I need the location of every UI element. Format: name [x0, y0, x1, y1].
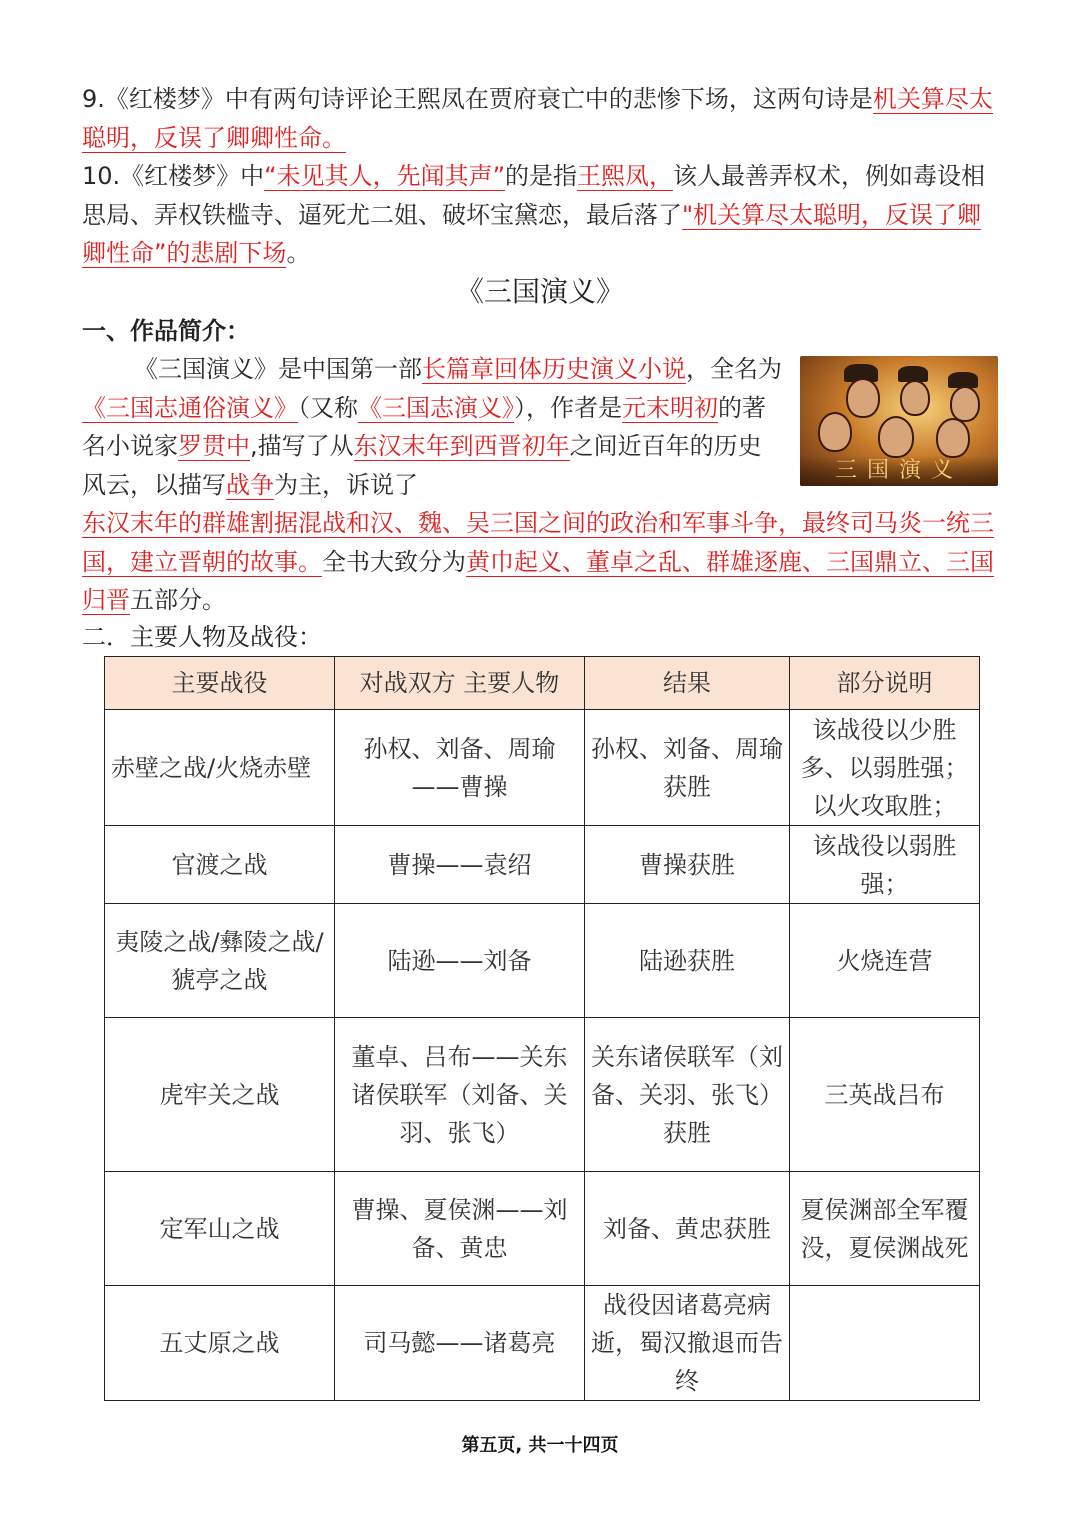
intro-period: 东汉末年到西晋初年 [353, 432, 570, 460]
question-10 [82, 157, 1000, 273]
cell-result: 战役因诸葛亮病逝，蜀汉撤退而告终 [585, 1286, 790, 1401]
cell-sides: 董卓、吕布——关东诸侯联军（刘备、关羽、张飞） [335, 1018, 585, 1172]
intro-genre: 长篇章回体历史演义小说 [422, 355, 686, 383]
table-row [105, 1018, 980, 1172]
table-row [105, 904, 980, 1018]
cell-sides: 曹操——袁绍 [335, 826, 585, 904]
intro-fullname: 《三国志通俗演义》 [82, 393, 298, 422]
intro-parts: 黄巾起义、董卓之乱、群雄逐鹿、三国鼎立、三国归晋 [82, 547, 994, 614]
book-title: 《三国演义》 [455, 275, 624, 308]
intro-era: 元末明初 [622, 393, 718, 422]
cell-notes: 火烧连营 [790, 904, 980, 1018]
intro-text-3: （又称 [298, 393, 358, 422]
intro-paragraph [82, 350, 782, 504]
intro-text-10: 五部分。 [130, 586, 226, 614]
cell-result: 关东诸侯联军（刘备、关羽、张飞）获胜 [585, 1018, 790, 1172]
cell-battle: 五丈原之战 [105, 1286, 335, 1401]
header-sides: 对战双方 主要人物 [335, 657, 585, 710]
intro-text-7: 之间近百年的历史风云，以描写 [82, 432, 762, 499]
header-notes: 部分说明 [790, 657, 980, 710]
cell-result: 刘备、黄忠获胜 [585, 1172, 790, 1286]
cell-sides: 孙权、刘备、周瑜——曹操 [335, 710, 585, 826]
three-kingdoms-poster-image [800, 356, 998, 486]
question-9 [82, 80, 1000, 157]
cell-notes: 该战役以少胜多、以弱胜强；以火攻取胜； [790, 710, 980, 826]
cell-notes: 夏侯渊部全军覆没，夏侯渊战死 [790, 1172, 980, 1286]
intro-text-2: ，全名为 [686, 355, 782, 383]
q10-end: 。 [286, 239, 311, 267]
cell-battle: 虎牢关之战 [105, 1018, 335, 1172]
cell-notes: 三英战吕布 [790, 1018, 980, 1172]
cell-notes [790, 1286, 980, 1401]
table-row [105, 826, 980, 904]
cell-result: 陆逊获胜 [585, 904, 790, 1018]
cell-battle: 赤壁之战/火烧赤壁 [105, 710, 335, 826]
cell-result: 曹操获胜 [585, 826, 790, 904]
intro-paragraph-cont [82, 504, 1002, 620]
intro-text-1: 《三国演义》是中国第一部 [134, 355, 422, 383]
q10-quote: “未见其人，先闻其声” [264, 162, 506, 190]
header-result: 结果 [585, 657, 790, 710]
battles-table [104, 656, 980, 1401]
cell-battle: 官渡之战 [105, 826, 335, 904]
intro-author: 罗贯中 [178, 432, 250, 460]
table-row [105, 710, 980, 826]
intro-text-4: ），作者是 [514, 393, 622, 422]
header-battle: 主要战役 [105, 657, 335, 710]
page-footer: 第五页, 共一十四页 [461, 1435, 619, 1456]
table-row [105, 1286, 980, 1401]
poster-caption: 三国演义 [800, 456, 998, 486]
cell-sides: 司马懿——诸葛亮 [335, 1286, 585, 1401]
q9-text: 9.《红楼梦》中有两句诗评论王熙凤在贾府衰亡中的悲惨下场，这两句诗是 [82, 85, 873, 113]
table-header-row [105, 657, 980, 710]
q10-text: 10.《红楼梦》中 [82, 162, 265, 190]
intro-text-8: 为主，诉说了 [274, 470, 418, 499]
intro-text-5: 的著名小说家 [82, 393, 766, 460]
section2-heading: 二．主要人物及战役： [82, 623, 322, 651]
cell-notes: 该战役以弱胜强； [790, 826, 980, 904]
q10-desc: 该人最善弄权术，例如毒设相思局、弄权铁槛寺、逼死尤二姐、破坏宝黛恋，最后落了 [82, 162, 986, 229]
cell-sides: 曹操、夏侯渊——刘备、黄忠 [335, 1172, 585, 1286]
cell-result: 孙权、刘备、周瑜获胜 [585, 710, 790, 826]
intro-altname: 《三国志演义》 [358, 393, 514, 422]
table-row [105, 1172, 980, 1286]
cell-battle: 定军山之战 [105, 1172, 335, 1286]
cell-battle: 夷陵之战/彝陵之战/猇亭之战 [105, 904, 335, 1018]
q10-name: 王熙凤， [577, 162, 674, 190]
q10-mid: 的是指 [505, 162, 578, 190]
cell-sides: 陆逊——刘备 [335, 904, 585, 1018]
intro-text-9: 全书大致分为 [322, 547, 466, 576]
section1-heading: 一、作品简介： [82, 317, 250, 345]
intro-theme: 战争 [226, 470, 274, 499]
q9-answer: 机关算尽太聪明，反误了卿卿性命。 [82, 85, 993, 152]
intro-story: 东汉末年的群雄割据混战和汉、魏、吴三国之间的政治和军事斗争，最终司马炎一统三国，建立晋朝的故事。 [82, 509, 994, 576]
intro-text-6: ,描写了从 [250, 432, 354, 460]
q10-fate: "机关算尽太聪明，反误了卿卿性命”的悲剧下场 [82, 200, 982, 267]
